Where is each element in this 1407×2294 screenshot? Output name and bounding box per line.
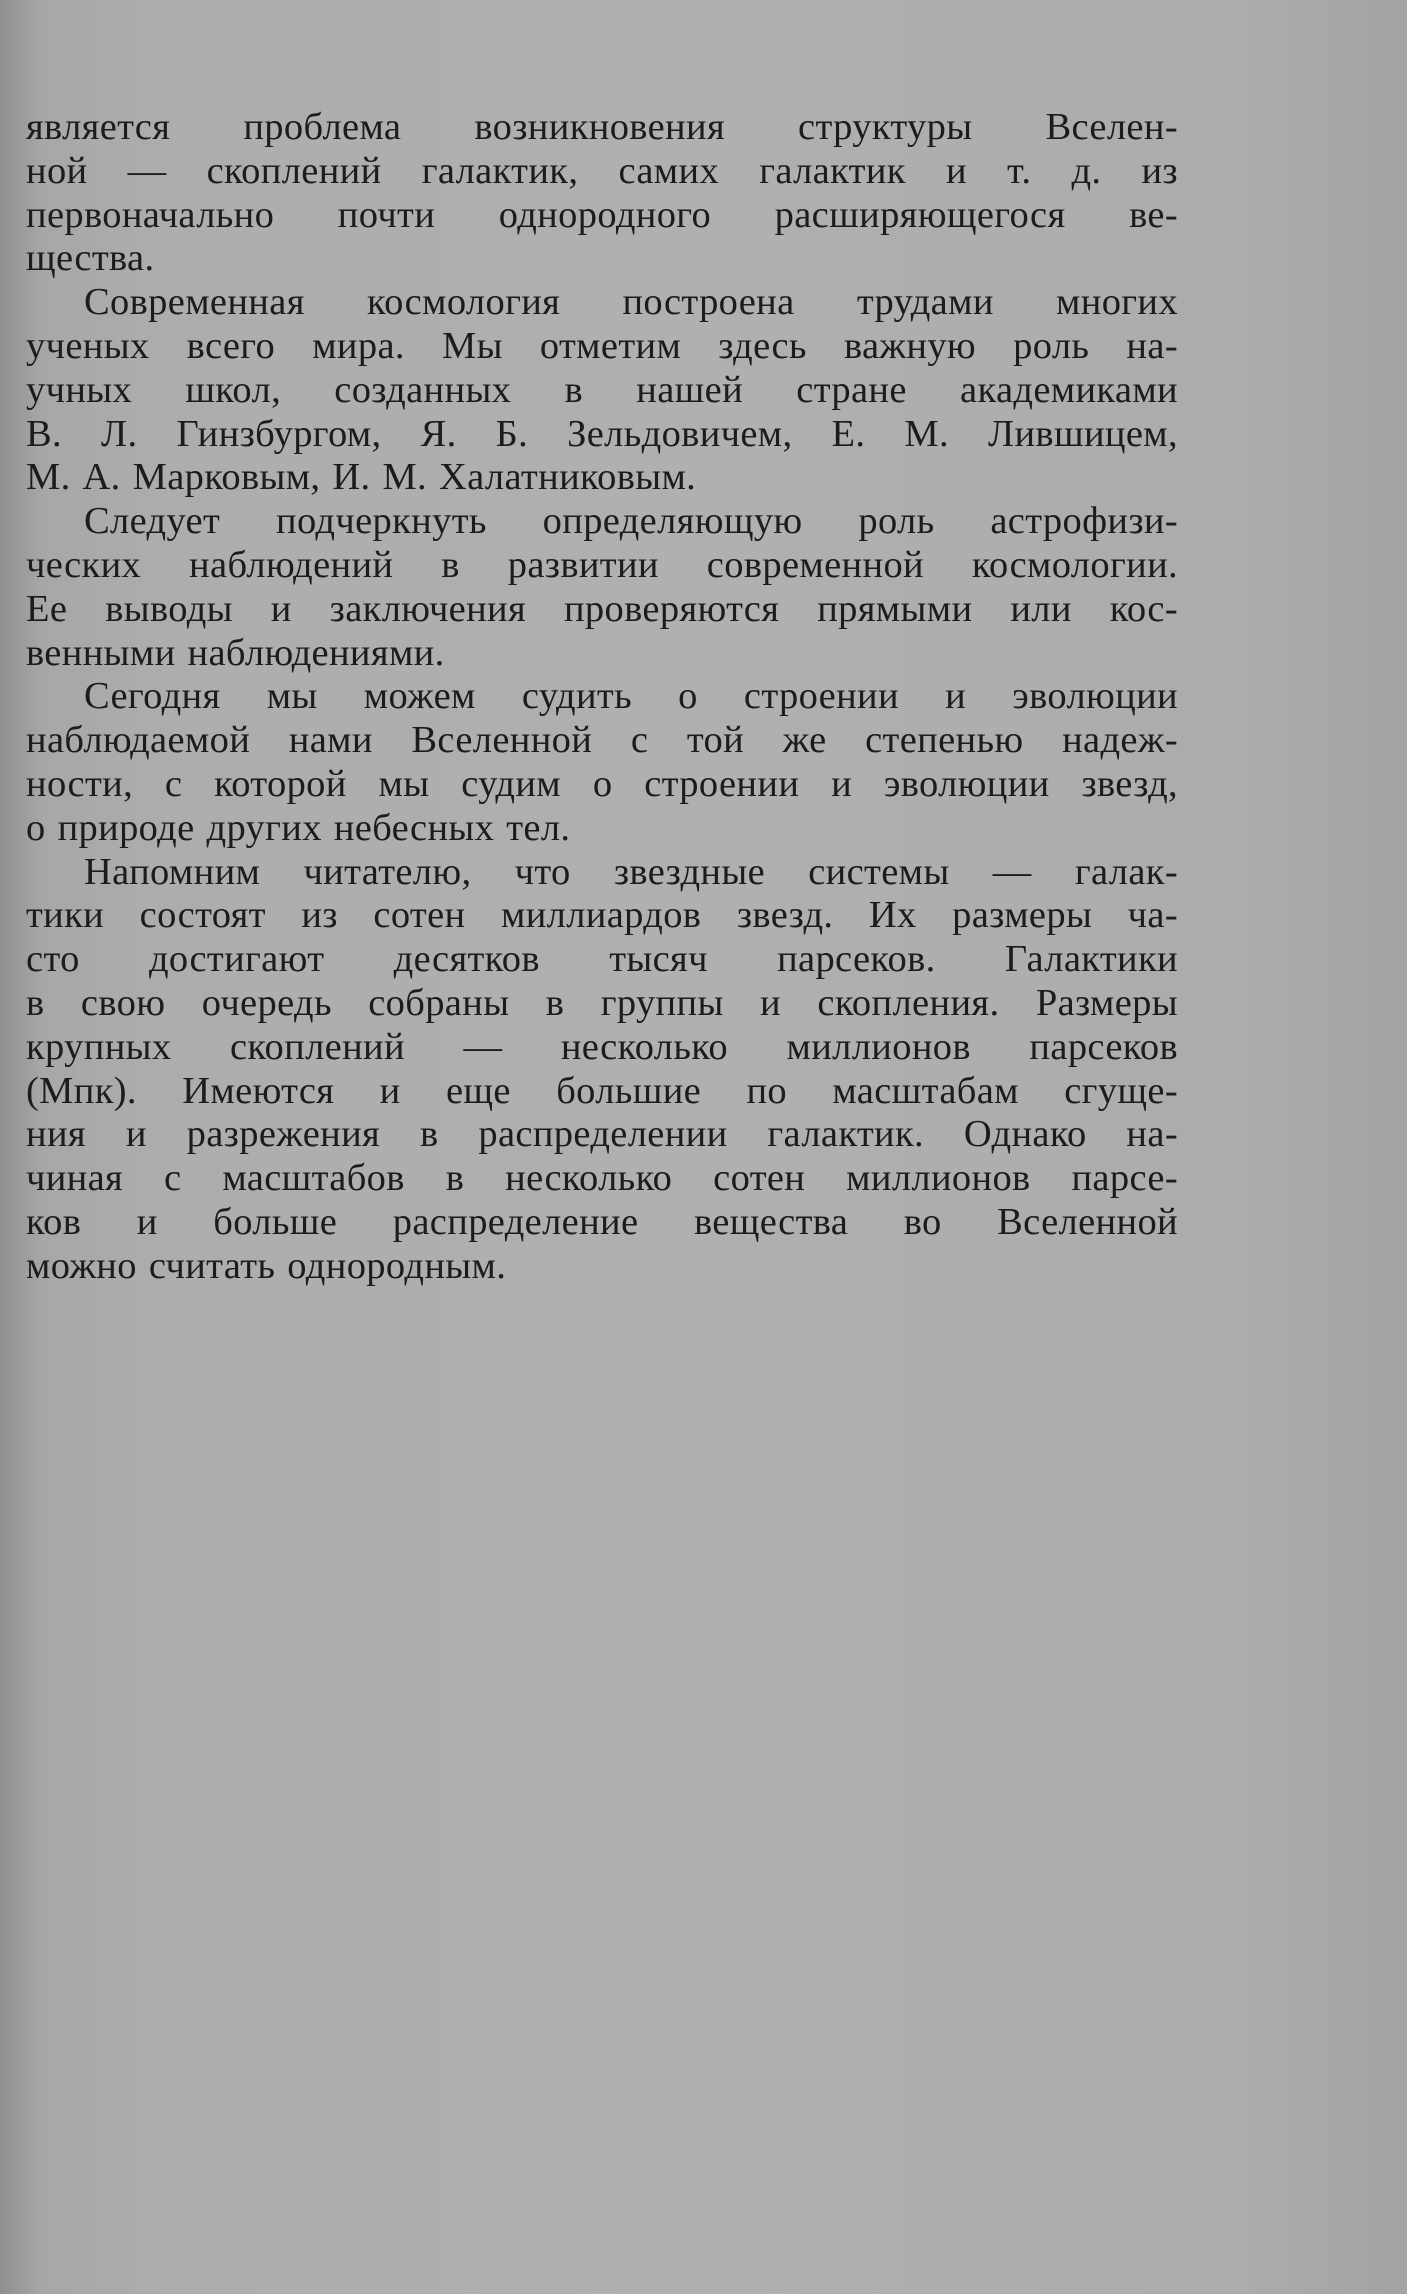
paragraph-5: [26, 851, 1178, 1289]
text-line: ности, с которой мы судим о строении и эволюции звезд,: [26, 762, 1178, 805]
text-line: ния и разрежения в распределении галактик. Однако на-: [26, 1113, 1178, 1156]
text-line: крупных скоплений — несколько миллионов парсеков: [26, 1025, 1178, 1068]
paragraph-2: [26, 281, 1178, 500]
text-line: ков и больше распределение вещества во Вселенной: [26, 1200, 1178, 1243]
text-line: щества.: [26, 237, 155, 280]
text-line: чиная с масштабов в несколько сотен миллионов парсе-: [26, 1157, 1178, 1200]
text-line: Сегодня мы можем судить о строении и эволюции: [84, 675, 1178, 718]
text-line: в свою очередь собраны в группы и скопления. Размеры: [26, 981, 1178, 1024]
text-line: о природе других небесных тел.: [26, 806, 571, 849]
text-line: М. А. Марковым, И. М. Халатниковым.: [26, 456, 697, 499]
text-line: Следует подчеркнуть определяющую роль астрофизи-: [84, 500, 1178, 543]
text-line: тики состоят из сотен миллиардов звезд. Их размеры ча-: [26, 894, 1178, 937]
text-line: сто достигают десятков тысяч парсеков. Галактики: [26, 938, 1178, 981]
body-text: [26, 106, 1178, 1289]
paragraph-1: [26, 106, 1178, 281]
text-line: В. Л. Гинзбургом, Я. Б. Зельдовичем, Е. М. Лившицем,: [26, 412, 1178, 455]
text-line: Современная космология построена трудами многих: [84, 281, 1178, 324]
text-line: является проблема возникновения структуры Вселен-: [26, 106, 1178, 148]
text-line: ной — скоплений галактик, самих галактик и т. д. из: [26, 149, 1178, 192]
text-line: наблюдаемой нами Вселенной с той же степенью надеж-: [26, 719, 1178, 762]
text-line: ческих наблюдений в развитии современной космологии.: [26, 543, 1178, 586]
text-line: (Мпк). Имеются и еще большие по масштабам сгуще-: [26, 1069, 1178, 1112]
text-line: венными наблюдениями.: [26, 631, 445, 674]
text-line: Ее выводы и заключения проверяются прямыми или кос-: [26, 587, 1178, 630]
text-line: можно считать однородным.: [26, 1244, 507, 1287]
text-line: учных школ, созданных в нашей стране академиками: [26, 368, 1178, 411]
text-line: Напомним читателю, что звездные системы — галак-: [84, 850, 1178, 893]
paragraph-4: [26, 675, 1178, 850]
paragraph-3: [26, 500, 1178, 675]
text-line: ученых всего мира. Мы отметим здесь важную роль на-: [26, 324, 1178, 367]
text-line: первоначально почти однородного расширяющегося ве-: [26, 193, 1178, 236]
